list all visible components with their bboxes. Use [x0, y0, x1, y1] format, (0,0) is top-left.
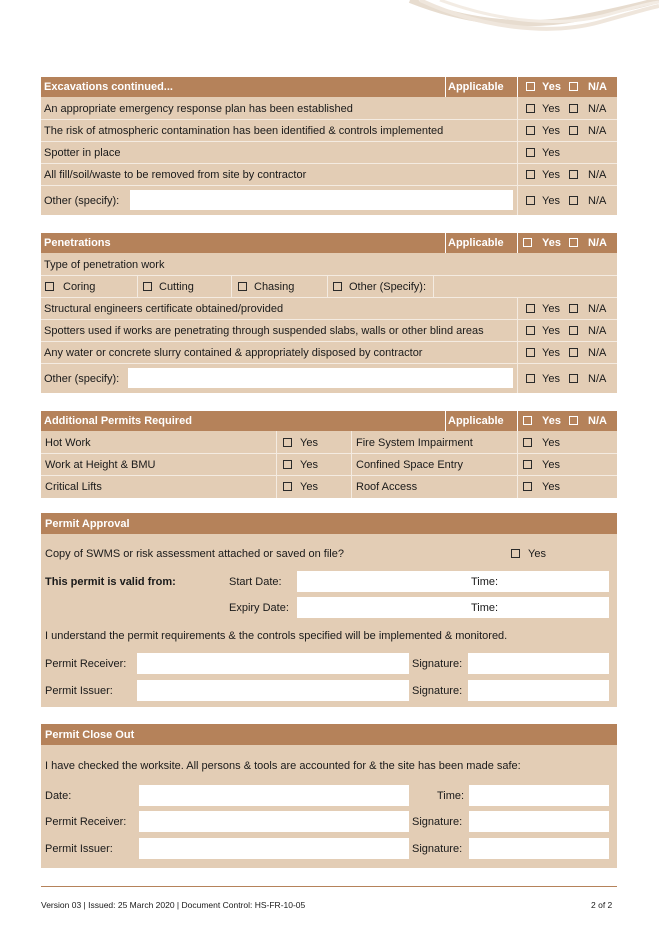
- excavation-na-checkbox[interactable]: [569, 170, 578, 179]
- na-label: N/A: [588, 169, 607, 181]
- permit-closeout-section: [41, 724, 617, 868]
- penetration-yes-checkbox[interactable]: [526, 304, 535, 313]
- na-label: N/A: [588, 81, 607, 93]
- type-of-work-label: Type of penetration work: [44, 259, 165, 271]
- other-type-label: Other (Specify):: [349, 281, 427, 293]
- receiver-signature-label: Signature:: [412, 658, 463, 670]
- other-specify-input[interactable]: [128, 368, 513, 388]
- approval-header: [41, 513, 617, 534]
- permit-item: Fire System Impairment: [356, 437, 473, 449]
- penetration-na-checkbox[interactable]: [569, 348, 578, 357]
- na-label: N/A: [588, 347, 607, 359]
- closeout-receiver-input[interactable]: [139, 811, 409, 832]
- closeout-time-input[interactable]: [469, 785, 609, 806]
- permit-item: Confined Space Entry: [356, 459, 464, 471]
- penetration-na-checkbox[interactable]: [569, 304, 578, 313]
- yes-label: Yes: [542, 237, 561, 249]
- na-label: N/A: [588, 195, 607, 207]
- yes-label: Yes: [542, 459, 560, 471]
- permit-yes-checkbox[interactable]: [523, 438, 532, 447]
- swms-question: Copy of SWMS or risk assessment attached or saved on file?: [45, 548, 344, 560]
- applicable-yes-checkbox[interactable]: [523, 416, 532, 425]
- permit-yes-checkbox[interactable]: [283, 438, 292, 447]
- excavation-item: An appropriate emergency response plan has been established: [44, 103, 353, 115]
- closeout-issuer-input[interactable]: [139, 838, 409, 859]
- penetration-item: Any water or concrete slurry contained & appropriately disposed by contractor: [44, 347, 423, 359]
- yes-label: Yes: [542, 195, 560, 207]
- excavation-yes-checkbox[interactable]: [526, 104, 535, 113]
- closeout-date-input[interactable]: [139, 785, 409, 806]
- na-label: N/A: [588, 103, 607, 115]
- other-specify-input[interactable]: [130, 190, 513, 210]
- yes-label: Yes: [542, 147, 560, 159]
- permit-item: Roof Access: [356, 481, 418, 493]
- chasing-label: Chasing: [254, 281, 295, 293]
- issuer-signature-label: Signature:: [412, 843, 463, 855]
- yes-label: Yes: [300, 459, 318, 471]
- issuer-signature-input[interactable]: [468, 680, 609, 701]
- closeout-issuer-signature-input[interactable]: [469, 838, 609, 859]
- yes-label: Yes: [542, 303, 560, 315]
- yes-label: Yes: [300, 481, 318, 493]
- coring-label: Coring: [63, 281, 96, 293]
- issuer-label: Permit Issuer:: [45, 685, 113, 697]
- other-label: Other (specify):: [44, 373, 120, 385]
- permit-item: Critical Lifts: [45, 481, 102, 493]
- expiry-time-label: Time:: [471, 602, 499, 614]
- yes-label: Yes: [542, 373, 560, 385]
- section-title: Additional Permits Required: [44, 415, 192, 427]
- time-label: Time:: [437, 790, 465, 802]
- receiver-signature-label: Signature:: [412, 816, 463, 828]
- section-title: Penetrations: [44, 237, 111, 249]
- understand-statement: I understand the permit requirements & the controls specified will be implemented & monitored.: [45, 630, 508, 642]
- applicable-label: Applicable: [448, 237, 504, 249]
- applicable-yes-checkbox[interactable]: [526, 82, 535, 91]
- other-type-checkbox[interactable]: [333, 282, 342, 291]
- permit-item: Hot Work: [45, 437, 91, 449]
- additional-permits-section: [41, 411, 617, 498]
- excavations-header: [41, 77, 617, 97]
- yes-label: Yes: [542, 415, 561, 427]
- cutting-checkbox[interactable]: [143, 282, 152, 291]
- other-yes-checkbox[interactable]: [526, 196, 535, 205]
- permit-yes-checkbox[interactable]: [283, 482, 292, 491]
- permits-header: [41, 411, 617, 431]
- yes-label: Yes: [542, 481, 560, 493]
- valid-from-label: This permit is valid from:: [45, 576, 176, 588]
- checked-statement: I have checked the worksite. All persons & tools are accounted for & the site has been made safe:: [45, 760, 521, 772]
- coring-checkbox[interactable]: [45, 282, 54, 291]
- date-label: Date:: [45, 790, 72, 802]
- excavation-item: The risk of atmospheric contamination has been identified & controls implemented: [44, 125, 444, 137]
- yes-label: Yes: [542, 103, 560, 115]
- page-number: 2 of 2: [591, 900, 613, 910]
- permit-item: Work at Height & BMU: [45, 459, 156, 471]
- footer-version: Version 03 | Issued: 25 March 2020 | Document Control: HS-FR-10-05: [41, 900, 306, 910]
- penetrations-section: [41, 233, 617, 393]
- permit-yes-checkbox[interactable]: [283, 460, 292, 469]
- excavation-item: All fill/soil/waste to be removed from site by contractor: [44, 169, 307, 181]
- yes-label: Yes: [542, 125, 560, 137]
- other-na-checkbox[interactable]: [569, 374, 578, 383]
- na-label: N/A: [588, 303, 607, 315]
- penetration-yes-checkbox[interactable]: [526, 348, 535, 357]
- permit-approval-section: [41, 513, 617, 707]
- excavation-yes-checkbox[interactable]: [526, 170, 535, 179]
- applicable-na-checkbox[interactable]: [569, 82, 578, 91]
- applicable-label: Applicable: [448, 81, 504, 93]
- start-time-input[interactable]: [503, 571, 609, 592]
- other-na-checkbox[interactable]: [569, 196, 578, 205]
- issuer-input[interactable]: [137, 680, 409, 701]
- na-label: N/A: [588, 415, 607, 427]
- cutting-label: Cutting: [159, 281, 194, 293]
- excavation-yes-checkbox[interactable]: [526, 148, 535, 157]
- applicable-na-checkbox[interactable]: [569, 416, 578, 425]
- na-label: N/A: [588, 237, 607, 249]
- other-label: Other (specify):: [44, 195, 120, 207]
- expiry-time-input[interactable]: [503, 597, 609, 618]
- penetration-item: Spotters used if works are penetrating through suspended slabs, walls or other blind areas: [44, 325, 484, 337]
- closeout-header: [41, 724, 617, 745]
- issuer-signature-label: Signature:: [412, 685, 463, 697]
- na-label: N/A: [588, 373, 607, 385]
- excavation-na-checkbox[interactable]: [569, 104, 578, 113]
- other-yes-checkbox[interactable]: [526, 374, 535, 383]
- footer-rule: [41, 886, 617, 887]
- decorative-swoosh: [400, 0, 659, 45]
- expiry-date-label: Expiry Date:: [229, 602, 289, 614]
- applicable-label: Applicable: [448, 415, 504, 427]
- na-label: N/A: [588, 325, 607, 337]
- section-title: Permit Approval: [45, 518, 130, 530]
- na-label: N/A: [588, 125, 607, 137]
- excavation-item: Spotter in place: [44, 147, 121, 159]
- closeout-receiver-signature-input[interactable]: [469, 811, 609, 832]
- excavation-yes-checkbox[interactable]: [526, 126, 535, 135]
- swms-yes-checkbox[interactable]: [511, 549, 520, 558]
- permit-yes-checkbox[interactable]: [523, 460, 532, 469]
- penetrations-header: [41, 233, 617, 253]
- yes-label: Yes: [542, 347, 560, 359]
- yes-label: Yes: [542, 81, 561, 93]
- applicable-na-checkbox[interactable]: [569, 238, 578, 247]
- chasing-checkbox[interactable]: [238, 282, 247, 291]
- yes-label: Yes: [528, 548, 546, 560]
- penetration-yes-checkbox[interactable]: [526, 326, 535, 335]
- excavation-na-checkbox[interactable]: [569, 126, 578, 135]
- yes-label: Yes: [542, 325, 560, 337]
- section-title: Permit Close Out: [45, 729, 135, 741]
- start-time-label: Time:: [471, 576, 499, 588]
- receiver-input[interactable]: [137, 653, 409, 674]
- yes-label: Yes: [300, 437, 318, 449]
- yes-label: Yes: [542, 169, 560, 181]
- permit-yes-checkbox[interactable]: [523, 482, 532, 491]
- receiver-signature-input[interactable]: [468, 653, 609, 674]
- excavations-section: [41, 77, 617, 215]
- penetration-item: Structural engineers certificate obtained/provided: [44, 303, 284, 315]
- receiver-label: Permit Receiver:: [45, 658, 127, 670]
- section-title: Excavations continued...: [44, 81, 173, 93]
- penetration-na-checkbox[interactable]: [569, 326, 578, 335]
- receiver-label: Permit Receiver:: [45, 816, 127, 828]
- issuer-label: Permit Issuer:: [45, 843, 113, 855]
- yes-label: Yes: [542, 437, 560, 449]
- applicable-yes-checkbox[interactable]: [523, 238, 532, 247]
- start-date-label: Start Date:: [229, 576, 282, 588]
